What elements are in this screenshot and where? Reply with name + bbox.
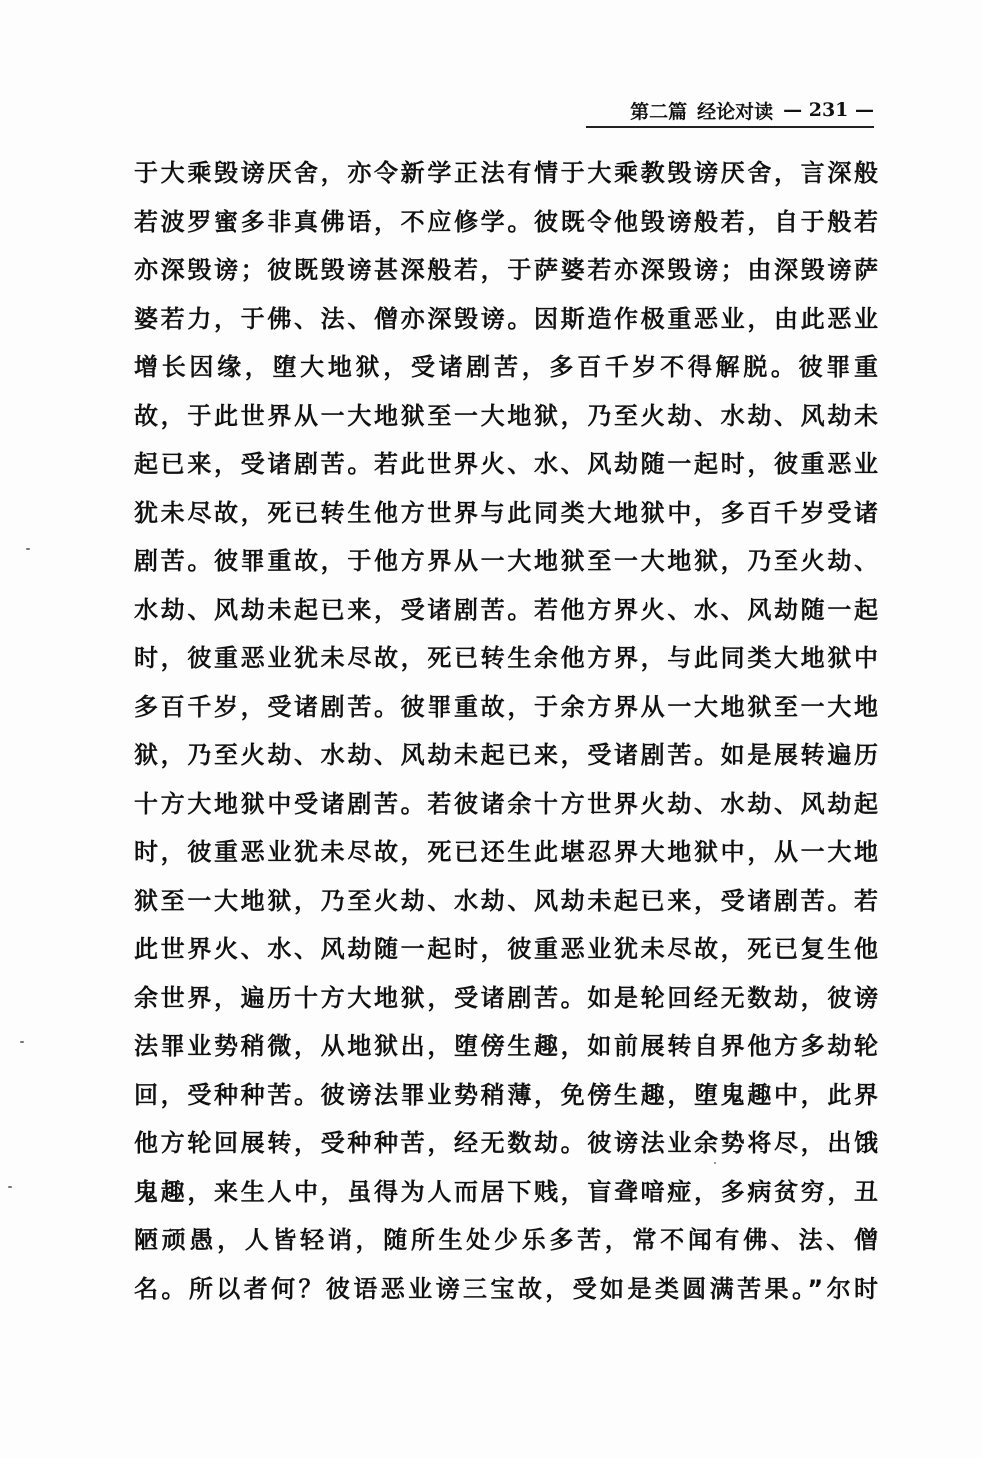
text-line: 起已来，受诸剧苦。若此世界火、水、风劫随一起时，彼重恶业 [134,450,878,478]
text-line: 婆若力，于佛、法、僧亦深毁谤。因斯造作极重恶业，由此恶业 [134,304,878,333]
scan-speck [8,1186,12,1188]
text-line: 增长因缘，堕大地狱，受诸剧苦，多百千岁不得解脱。彼罪重 [134,353,878,381]
text-line: 剧苦。彼罪重故，于他方界从一大地狱至一大地狱，乃至火劫、 [134,547,878,575]
text-line: 余世界，遍历十方大地狱，受诸剧苦。如是轮回经无数劫，彼谤 [134,983,878,1012]
body-text [134,149,878,1313]
text-line: 若波罗蜜多非真佛语，不应修学。彼既令他毁谤般若，自于般若 [134,207,878,236]
text-line: 此世界火、水、风劫随一起时，彼重恶业犹未尽故，死已复生他 [134,935,878,963]
text-line: 狱至一大地狱，乃至火劫、水劫、风劫未起已来，受诸剧苦。若 [134,886,878,915]
text-line: 十方大地狱中受诸剧苦。若彼诸余十方世界火劫、水劫、风劫起 [134,789,878,818]
page-number: — 231 — [783,99,874,121]
text-line: 鬼趣，来生人中，虽得为人而居下贱，盲聋喑痖，多病贫穷，丑 [134,1177,878,1206]
text-line: 狱，乃至火劫、水劫、风劫未起已来，受诸剧苦。如是展转遍历 [134,741,878,769]
text-line: 故，于此世界从一大地狱至一大地狱，乃至火劫、水劫、风劫未 [134,401,878,430]
text-line: 回，受种种苦。彼谤法罪业势稍薄，免傍生趣，堕鬼趣中，此界 [134,1080,878,1109]
text-line: 水劫、风劫未起已来，受诸剧苦。若他方界火、水、风劫随一起 [134,595,878,624]
scan-speck [26,548,30,550]
scan-speck [714,1162,716,1164]
text-line: 时，彼重恶业犹未尽故，死已还生此堪忍界大地狱中，从一大地 [134,838,878,866]
header-section: 经论对读 [697,100,774,123]
text-line: 陋顽愚，人皆轻诮，随所生处少乐多苦，常不闻有佛、法、僧 [134,1226,878,1254]
text-line: 多百千岁，受诸剧苦。彼罪重故，于余方界从一大地狱至一大地 [134,692,878,721]
text-line: 犹未尽故，死已转生他方世界与此同类大地狱中，多百千岁受诸 [134,498,878,527]
scan-speck [20,1041,24,1043]
text-line: 时，彼重恶业犹未尽故，死已转生余他方界，与此同类大地狱中 [134,644,878,672]
text-line: 他方轮回展转，受种种苦，经无数劫。彼谤法业余势将尽，出饿 [134,1129,878,1157]
header-chapter: 第二篇 [630,100,688,123]
header-rule [586,126,874,128]
text-line: 法罪业势稍微，从地狱出，堕傍生趣，如前展转自界他方多劫轮 [134,1032,878,1060]
text-line: 亦深毁谤；彼既毁谤甚深般若，于萨婆若亦深毁谤；由深毁谤萨 [134,256,878,284]
text-line: 于大乘毁谤厌舍，亦令新学正法有情于大乘教毁谤厌舍，言深般 [134,159,878,187]
text-line: 名。所以者何？彼语恶业谤三宝故，受如是类圆满苦果。”尔时 [134,1274,878,1303]
running-header [586,95,874,125]
